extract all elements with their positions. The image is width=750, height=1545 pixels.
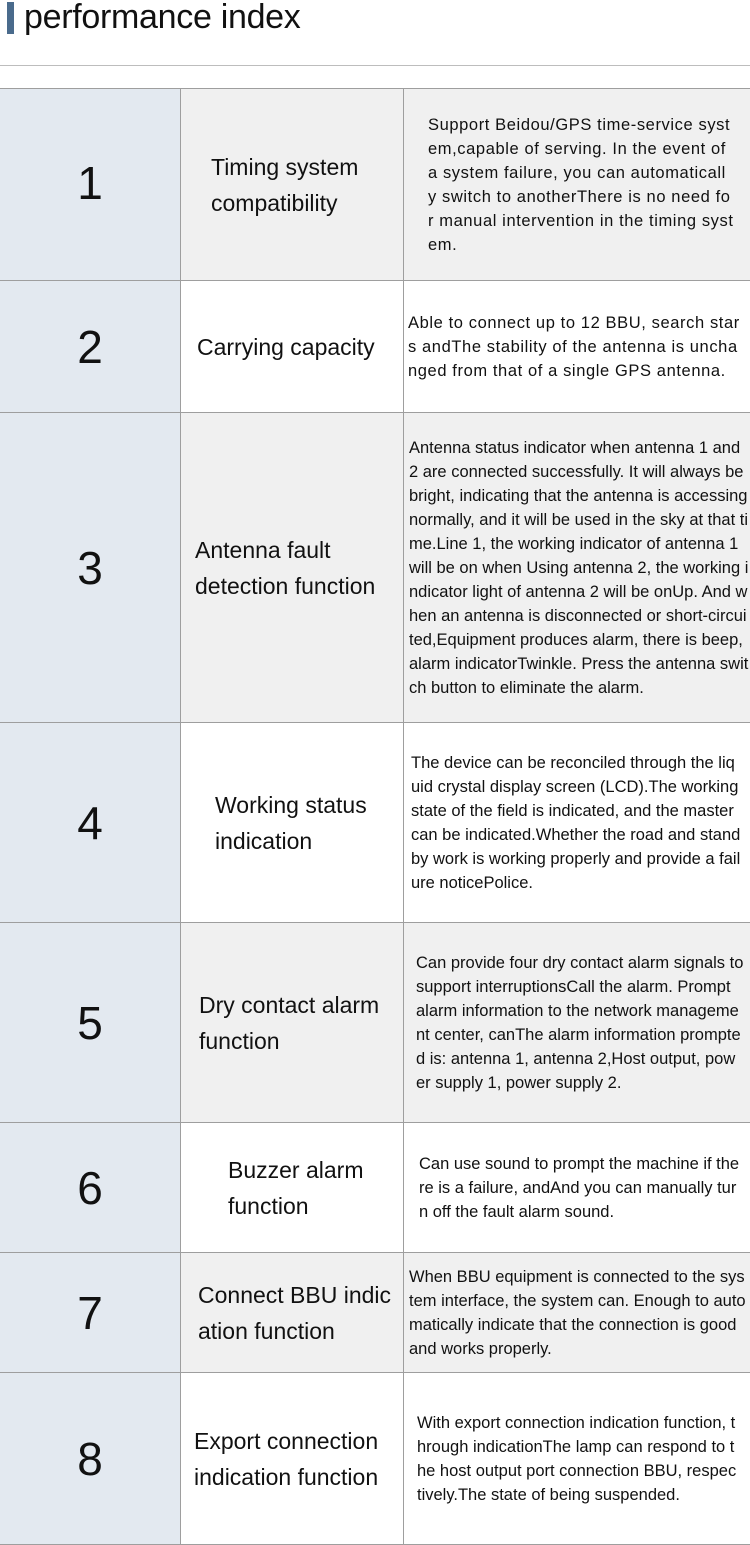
function-label: Dry contact alarm function	[199, 991, 380, 1054]
table-row	[0, 281, 750, 413]
row-description	[404, 923, 750, 1122]
row-number: 7	[0, 1253, 181, 1372]
page-title: performance index	[24, 0, 301, 36]
description-text: Support Beidou/GPS time-service system,capable of serving. In the event of a system failure, you can automatically switch to anotherThere is no need for manual intervention in the timing system.	[428, 115, 734, 254]
page-header	[0, 0, 750, 40]
row-number: 5	[0, 923, 181, 1122]
row-description	[404, 1373, 750, 1544]
row-description	[404, 723, 750, 922]
function-label: Connect BBU indication function	[198, 1281, 392, 1344]
row-number: 2	[0, 281, 181, 412]
row-function	[181, 923, 404, 1122]
row-number: 4	[0, 723, 181, 922]
function-label: Timing system compatibility	[211, 153, 359, 216]
table-row	[0, 1373, 750, 1545]
row-number: 6	[0, 1123, 181, 1252]
table-row	[0, 89, 750, 281]
table-row	[0, 1253, 750, 1373]
description-text: Antenna status indicator when antenna 1 and 2 are connected successfully. It will always be bright, indicating that the antenna is accessing normally, and it will be used in the sky at that time.Line 1, the working indicator of antenna 1 will be on when Using antenna 2, the working indicator light of antenna 2 will be onUp. And when an antenna is disconnected or short-circuited,Equipment produces alarm, there is beep, alarm indicatorTwinkle. Press the antenna switch button to eliminate the alarm.	[409, 438, 749, 697]
row-description	[404, 1123, 750, 1252]
row-function	[181, 723, 404, 922]
row-function	[181, 1373, 404, 1544]
title-accent-bar	[7, 2, 14, 34]
row-function	[181, 89, 404, 280]
description-text: With export connection indication function, through indicationThe lamp can respond to the host output port connection BBU, respectively.The state of being suspended.	[417, 1413, 737, 1504]
description-text: When BBU equipment is connected to the system interface, the system can. Enough to automatically indicate that the connection is good and works properly.	[409, 1267, 746, 1358]
function-label: Buzzer alarm function	[228, 1156, 364, 1219]
function-label: Working status indication	[215, 791, 367, 854]
description-text: Able to connect up to 12 BBU, search stars andThe stability of the antenna is unchanged from that of a single GPS antenna.	[408, 313, 740, 380]
header-divider	[0, 65, 750, 66]
performance-table	[0, 88, 750, 1545]
function-label: Carrying capacity	[197, 333, 375, 360]
row-description	[404, 413, 750, 722]
function-label: Antenna fault detection function	[195, 536, 376, 599]
description-text: Can provide four dry contact alarm signals to support interruptionsCall the alarm. Prompt alarm information to the network management center, canThe alarm information prompted is: antenna 1, antenna 2,Host output, power supply 1, power supply 2.	[416, 953, 744, 1092]
row-number: 1	[0, 89, 181, 280]
row-function	[181, 1123, 404, 1252]
table-row	[0, 923, 750, 1123]
description-text: Can use sound to prompt the machine if there is a failure, andAnd you can manually turn off the fault alarm sound.	[419, 1154, 740, 1221]
row-number: 3	[0, 413, 181, 722]
table-row	[0, 1123, 750, 1253]
row-function	[181, 281, 404, 412]
row-description	[404, 89, 750, 280]
row-function	[181, 413, 404, 722]
table-row	[0, 723, 750, 923]
row-description	[404, 281, 750, 412]
description-text: The device can be reconciled through the liquid crystal display screen (LCD).The working state of the field is indicated, and the master can be indicated.Whether the road and standby work is working properly and provide a failure noticePolice.	[411, 753, 741, 892]
row-number: 8	[0, 1373, 181, 1544]
row-description	[404, 1253, 750, 1372]
function-label: Export connection indication function	[194, 1427, 379, 1490]
table-row	[0, 413, 750, 723]
row-function	[181, 1253, 404, 1372]
